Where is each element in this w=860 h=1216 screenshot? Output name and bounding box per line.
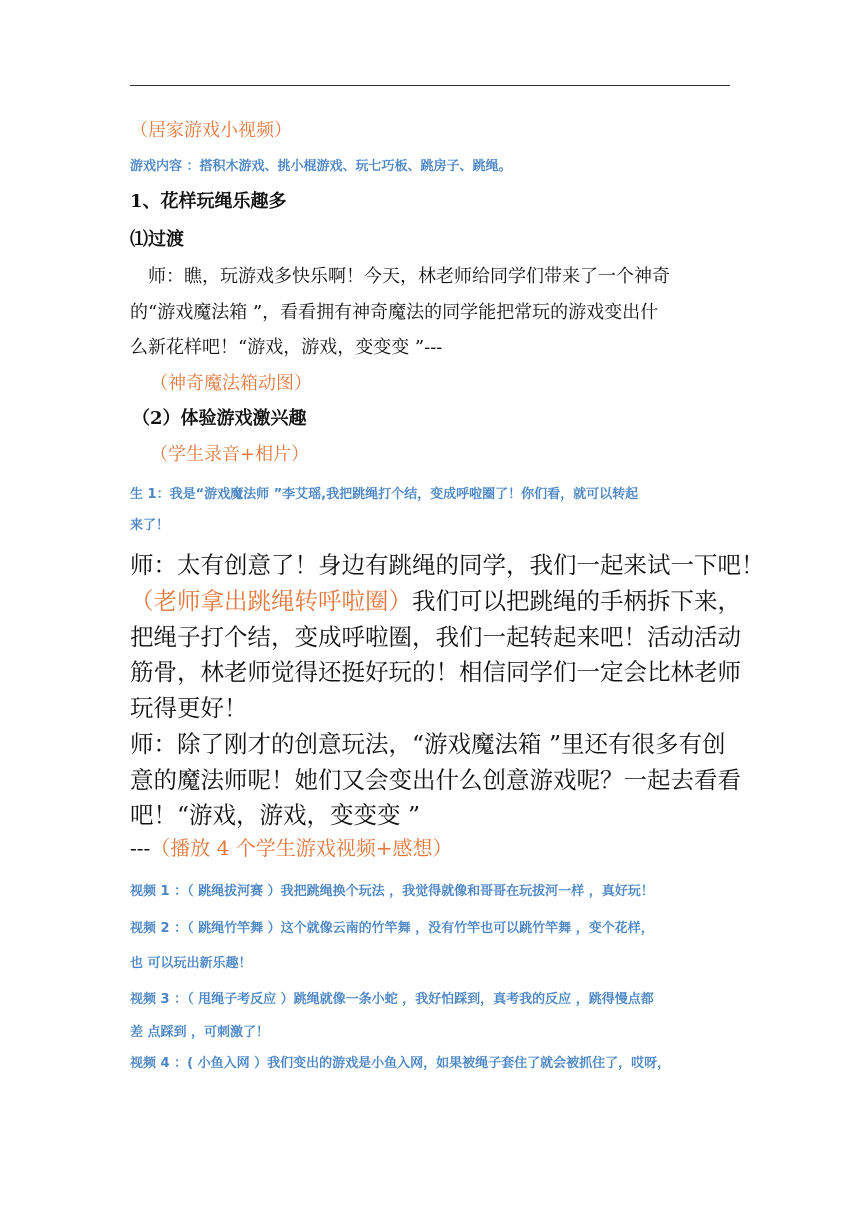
orange-tag-magic-box: （神奇魔法箱动图） <box>150 373 312 394</box>
orange-tag-play-videos: （播放 4 个学生游戏视频+感想） <box>150 836 453 860</box>
video-2-line-2: 也 可以玩出新乐趣！ <box>130 956 252 971</box>
para-2-line-4: 筋骨，林老师觉得还挺好玩的！相信同学们一定会比林老师 <box>130 658 741 686</box>
para-3-line-1: 师：除了刚才的创意玩法，“游戏魔法箱 ”里还有很多有创 <box>130 730 726 758</box>
orange-tag-recording: （学生录音+相片） <box>150 444 310 465</box>
para-2-line-3: 把绳子打个结，变成呼啦圈，我们一起转起来吧！活动活动 <box>130 623 741 651</box>
para-1-line-3: 么新花样吧！“游戏，游戏，变变变 ”--- <box>130 337 443 358</box>
student-1-line-2: 来了！ <box>130 518 170 533</box>
video-4-line-1: 视频 4 ：( 小鱼入网 ）我们变出的游戏是小鱼入网，如果被绳子套住了就会被抓住了，哎呀， <box>130 1056 671 1071</box>
orange-tag-teacher-hoop: （老师拿出跳绳转呼啦圈） <box>130 587 412 615</box>
para-2-line-2-text: 我们可以把跳绳的手柄拆下来， <box>412 587 741 615</box>
dash-marker: --- <box>130 836 151 860</box>
para-2-line-5: 玩得更好！ <box>130 694 248 722</box>
para-3-line-2: 意的魔法师呢！她们又会变出什么创意游戏呢？一起去看看 <box>130 766 741 794</box>
para-1-line-1: 师：瞧，玩游戏多快乐啊！今天，林老师给同学们带来了一个神奇 <box>148 266 670 287</box>
para-3-line-3: 吧！“游戏，游戏，变变变 ” <box>130 801 420 829</box>
game-content-line: 游戏内容 ：搭积木游戏、挑小棍游戏、玩七巧板、跳房子、跳绳。 <box>130 159 512 174</box>
para-1-line-2: 的“游戏魔法箱 ”，看看拥有神奇魔法的同学能把常玩的游戏变出什 <box>130 302 659 323</box>
heading-1-1: ⑴过渡 <box>130 229 184 250</box>
para-2-line-1: 师：太有创意了！身边有跳绳的同学，我们一起来试一下吧！ <box>130 551 765 579</box>
student-1-line-1: 生 1：我是“游戏魔法师 ”李艾瑶,我把跳绳打个结，变成呼啦圈了！你们看，就可以转起 <box>130 487 639 502</box>
video-2-line-1: 视频 2 ：（ 跳绳竹竿舞 ）这个就像云南的竹竿舞 ，没有竹竿也可以跳竹竿舞 ，变个花样， <box>130 921 654 936</box>
video-3-line-1: 视频 3 ：（ 甩绳子考反应 ）跳绳就像一条小蛇 ，我好怕踩到，真考我的反应 ，跳得慢点都 <box>130 992 654 1007</box>
para-2-line-2 <box>130 582 741 616</box>
heading-1: 1、花样玩绳乐趣多 <box>130 191 287 212</box>
header-rule <box>130 85 730 86</box>
video-3-line-2: 差 点踩到 ，可刺激了！ <box>130 1025 270 1040</box>
orange-tag-home-game-video: （居家游戏小视频） <box>130 120 292 141</box>
para-3-line-4 <box>130 832 452 861</box>
heading-1-2: （2）体验游戏激兴趣 <box>132 408 307 429</box>
video-1-line: 视频 1 ：（ 跳绳拔河赛 ）我把跳绳换个玩法 ，我觉得就像和哥哥在玩拔河一样 ，真好玩！ <box>130 884 654 899</box>
